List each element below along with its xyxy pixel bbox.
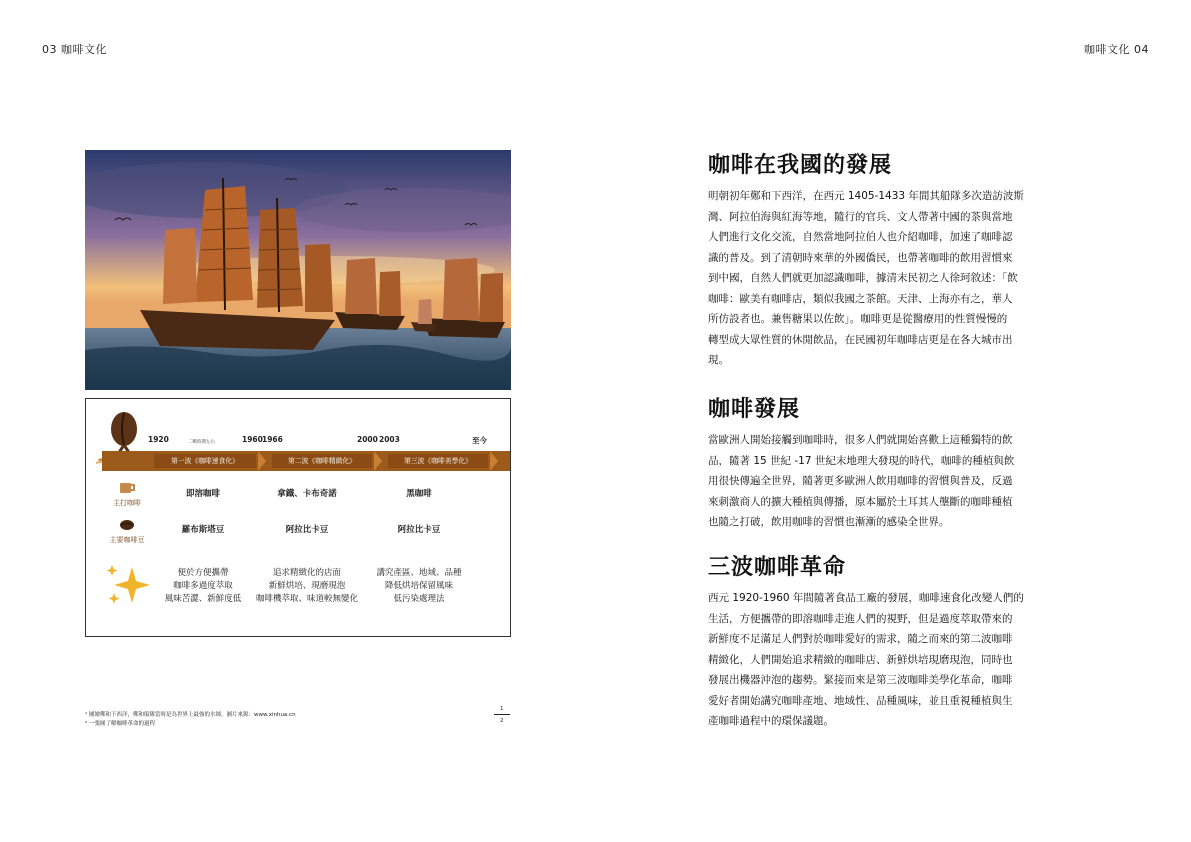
feature-line: 新鮮烘培、現磨現泡 <box>268 581 346 591</box>
page-header-left: 03 咖啡文化 <box>42 43 107 56</box>
feature-line: 降低烘培保留風味 <box>384 581 453 591</box>
wave-3-label: 第三波《咖啡美學化》 <box>388 454 488 468</box>
ship-painting-svg <box>85 150 511 390</box>
wave-1-label: 第一波《咖啡速食化》 <box>154 454 256 468</box>
feature-line: 講究產區、地域、品種 <box>376 568 462 578</box>
text-line: 咖啡：歐美有咖啡店，類似我國之茶館。天津、上海亦有之，華人 <box>708 292 1013 305</box>
text-line: 用很快傳遍全世界，隨著更多歐洲人飲用咖啡的習慣與普及，反過 <box>708 475 1013 487</box>
coffee-bean-icon <box>119 519 135 531</box>
text-line: 西元 1920-1960 年間隨著食品工廠的發展，咖啡速食化改變人們的 <box>708 592 1024 604</box>
text-line: 產咖啡過程中的環保議題。 <box>708 715 834 727</box>
main-bean-wave-1: 羅布斯塔豆 <box>181 525 225 535</box>
feature-line: 風味苦澀、新鮮度低 <box>164 594 242 604</box>
main-drink-wave-1: 即溶咖啡 <box>185 489 220 499</box>
text-line: 到中國，自然人們就更加認識咖啡，據清末民初之人徐珂敘述：「飲 <box>708 272 1018 284</box>
main-drink-wave-3: 黑咖啡 <box>406 489 432 499</box>
row-label-main-bean: 主要咖啡豆 <box>109 536 145 544</box>
text-line: 識的普及。到了清朝時來華的外國僑民，也帶著咖啡的飲用習慣來 <box>708 251 1013 264</box>
text-line: 轉型成大眾性質的休閒飲品，在民國初年咖啡店更是在各大城市出 <box>708 333 1013 346</box>
section-body-three-waves <box>708 588 1053 732</box>
features-wave-2 <box>242 567 372 606</box>
year-2000: 2000 <box>357 435 378 444</box>
footnote-divider <box>494 714 510 715</box>
row-label-main-drink: 主打咖啡 <box>113 499 141 507</box>
wave-band <box>102 451 510 471</box>
chevron-right-icon <box>258 451 266 471</box>
text-line: 新鮮度不足滿足人們對於咖啡愛好的需求，隨之而來的第二波咖啡 <box>708 633 1013 645</box>
section-body-coffee-development <box>708 430 1053 533</box>
feature-line: 咖啡機萃取、味道較無變化 <box>255 594 358 604</box>
year-1960: 1960 <box>242 435 263 444</box>
year-1966: 1966 <box>262 435 283 444</box>
coffee-wave-timeline <box>85 398 511 637</box>
main-drink-wave-2: 拿鐵、卡布奇諾 <box>277 489 337 499</box>
main-bean-wave-2: 阿拉比卡豆 <box>285 525 329 535</box>
chevron-right-icon <box>374 451 382 471</box>
text-line: 明朝初年鄭和下西洋，在西元 1405-1433 年間其船隊多次造訪波斯 <box>708 190 1024 202</box>
wwii-note: 二戰時期左右 <box>188 440 215 445</box>
main-bean-wave-3: 阿拉比卡豆 <box>397 525 441 535</box>
footnote-2: ² 一張圖了解咖啡革命的過程 <box>85 721 155 727</box>
feature-line: 咖啡多過度萃取 <box>173 581 233 591</box>
text-line: 發展出機器沖泡的趨勢。緊接而來是第三波咖啡美學化革命，咖啡 <box>708 674 1013 686</box>
section-title-coffee-development: 咖啡發展 <box>708 396 801 422</box>
text-line: 來刺激商人的擴大種植與傳播，原本屬於土耳其人壟斷的咖啡種植 <box>708 495 1013 508</box>
feature-line: 便於方便攜帶 <box>177 568 229 578</box>
text-line: 品，隨著 15 世紀 -17 世紀末地理大發現的時代，咖啡的種植與飲 <box>708 454 1015 467</box>
year-now: 至今 <box>472 436 487 445</box>
text-line: 人們進行文化交流，自然當地阿拉伯人也介紹咖啡，加速了咖啡認 <box>708 231 1013 243</box>
coffee-cup-icon <box>118 481 136 495</box>
footnote-page-marker-top: 1 <box>500 706 504 712</box>
text-line: 也隨之打破，飲用咖啡的習慣也漸漸的感染全世界。 <box>708 516 950 528</box>
text-line: 生活，方便攜帶的即溶咖啡走進人們的視野，但是過度萃取帶來的 <box>708 612 1013 625</box>
text-line: 灣、阿拉伯海與紅海等地，隨行的官兵、文人帶著中國的茶與當地 <box>708 210 1013 223</box>
ship-painting <box>85 150 511 390</box>
text-line: 精緻化，人們開始追求精緻的咖啡店、新鮮烘培現磨現泡，同時也 <box>708 653 1013 666</box>
footnote-1: ¹ 圖繪鄭和下西洋，鄭和船隊當時是為世界上最強的水師，圖片來源：www.xinhua.cn <box>85 712 296 718</box>
footnote-page-marker-bottom: 2 <box>500 718 504 724</box>
text-line: 愛好者開始講究咖啡產地、地域性、品種風味，並且重視種植與生 <box>708 694 1013 707</box>
features-wave-3 <box>354 567 484 606</box>
section-body-coffee-in-china <box>708 186 1053 371</box>
year-1920: 1920 <box>148 435 169 444</box>
wave-2-label: 第二波《咖啡精緻化》 <box>272 454 372 468</box>
page-header-right: 咖啡文化 04 <box>1084 43 1149 56</box>
section-title-three-waves: 三波咖啡革命 <box>708 554 847 580</box>
chevron-right-icon <box>490 451 498 471</box>
feature-line: 低污染處理法 <box>393 594 445 604</box>
text-line: 現。 <box>708 354 729 366</box>
year-2003: 2003 <box>379 435 400 444</box>
text-line: 所仿設者也。兼售糖果以佐飲」。咖啡更是從醫療用的性質慢慢的 <box>708 313 1008 325</box>
section-title-coffee-in-china: 咖啡在我國的發展 <box>708 152 893 178</box>
text-line: 當歐洲人開始接觸到咖啡時，很多人們就開始喜歡上這種獨特的飲 <box>708 434 1013 446</box>
feature-line: 追求精緻化的店面 <box>272 568 341 578</box>
